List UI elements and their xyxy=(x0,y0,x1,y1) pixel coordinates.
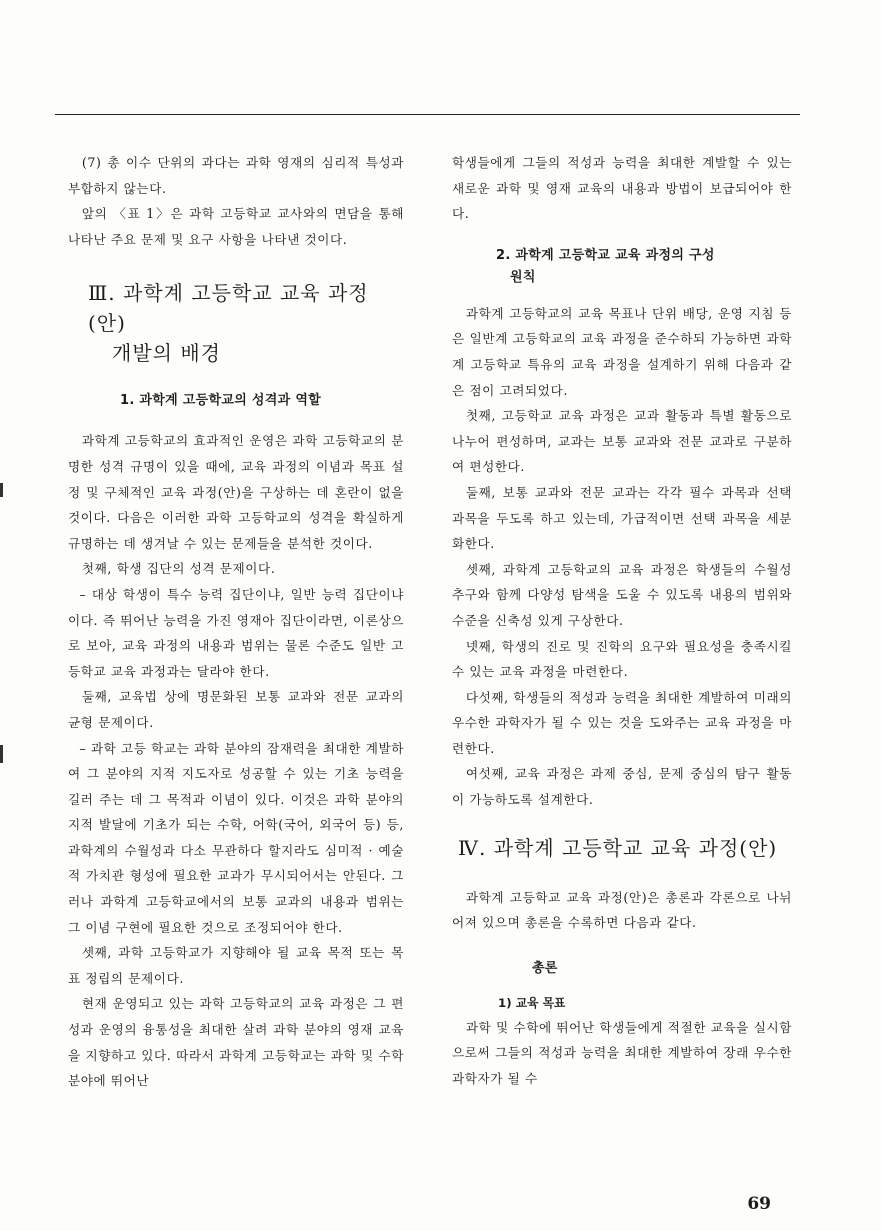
paragraph: 첫째, 학생 집단의 성격 문제이다. xyxy=(81,561,276,577)
paragraph: 과학계 고등학교의 교육 목표나 단위 배당, 운영 지침 등은 일반계 고등학교의 교육 과정을 준수하되 가능하면 과학계 고등학교 특유의 교육 과정을 설계하기 위해 다음과 같은 점이 고려되었다. xyxy=(452,305,792,398)
paragraph: – 대상 학생이 특수 능력 집단이냐, 일반 능력 집단이냐이다. 즉 뛰어난 능력을 가진 영재아 집단이라면, 이론상으로 보아, 교육 과정의 내용과 범위는 물론 수준도 일반 고등학교 교육 과정과는 달라야 한다. xyxy=(68,586,404,679)
paragraph: 앞의 〈표 1〉은 과학 고등학교 교사와의 면담을 통해 나타난 주요 문제 및 요구 사항을 나타낸 것이다. xyxy=(68,206,404,247)
goal-heading: 1) 교육 목표 xyxy=(498,995,566,1010)
paragraph: 셋째, 과학계 고등학교의 교육 과정은 학생들의 수월성 추구와 함께 다양성 탐색을 도울 수 있도록 내용의 범위와 수준을 신축성 있게 구상한다. xyxy=(452,561,792,628)
section-title: Ⅳ. 과학계 고등학교 교육 과정(안) xyxy=(458,835,778,860)
margin-mark-top xyxy=(0,483,3,497)
section-title-line1: Ⅲ. 과학계 고등학교 교육 과정(안) xyxy=(88,281,369,336)
paragraph: 여섯째, 교육 과정은 과제 중심, 문제 중심의 탐구 활동이 가능하도록 설계한다. xyxy=(452,766,792,808)
paragraph: 셋째, 과학 고등학교가 지향해야 될 교육 목적 또는 목표 정립의 문제이다. xyxy=(68,945,404,986)
header-rule xyxy=(55,114,800,115)
section-title-line2: 개발의 배경 xyxy=(112,341,221,366)
paragraph: 넷째, 학생의 진로 및 진학의 요구와 필요성을 충족시킬 수 있는 교육 과정을 마련한다. xyxy=(452,638,792,680)
paragraph: 학생들에게 그들의 적성과 능력을 최대한 계발할 수 있는 새로운 과학 및 영재 교육의 내용과 방법이 보급되어야 한다. xyxy=(452,155,792,222)
paragraph: 둘째, 교육법 상에 명문화된 보통 교과와 전문 교과의 균형 문제이다. xyxy=(68,689,404,730)
paragraph: (7) 총 이수 단위의 과다는 과학 영재의 심리적 특성과 부합하지 않는다. xyxy=(68,155,404,196)
paragraph: 과학계 고등학교의 효과적인 운영은 과학 고등학교의 분명한 성격 규명이 있을 때에, 교육 과정의 이념과 목표 설정 및 구체적인 교육 과정(안)을 구상하는 데 혼란이 없을 것이다. 다음은 이러한 과학 고등학교의 성격을 확실하게 규명하는 데 생겨날 수 있는 문제들을 분석한 것이다. xyxy=(68,433,404,551)
margin-mark-bottom xyxy=(0,745,3,763)
right-column xyxy=(452,150,792,1092)
subsection-title: 1. 과학계 고등학교의 성격과 역할 xyxy=(120,393,322,409)
paragraph: 과학계 고등학교 교육 과정(안)은 총론과 각론으로 나뉘어져 있으며 총론을 수록하면 다음과 같다. xyxy=(452,889,792,931)
paragraph: – 과학 고등 학교는 과학 분야의 잠재력을 최대한 계발하여 그 분야의 지적 지도자로 성공할 수 있는 기초 능력을 길러 주는 데 그 목적과 이념이 있다. 이것은 과학 분야의 지적 발달에 기초가 되는 수학, 어학(국어, 외국어 등) 등, 과학계의 수월성과 다소 무관하다 할지라도 심미적 · 예술적 가치관 형성에 필요한 교과가 무시되어서는 안된다. 그러나 과학계 고등학교에서의 보통 교과의 내용과 범위는 그 이념 구현에 필요한 것으로 조정되어야 한다. xyxy=(68,740,404,935)
section-heading-3 xyxy=(88,278,404,368)
paragraph: 과학 및 수학에 뛰어난 학생들에게 적절한 교육을 실시함으로써 그들의 적성과 능력을 최대한 계발하여 장래 우수한 과학자가 될 수 xyxy=(452,1019,792,1087)
paragraph: 첫째, 고등학교 교육 과정은 교과 활동과 특별 활동으로 나누어 편성하며, 교과는 보통 교과와 전문 교과로 구분하여 편성한다. xyxy=(452,408,792,475)
subsection-title-line1: 2. 과학계 고등학교 교육 과정의 구성 xyxy=(496,247,715,263)
chongron-heading: 총론 xyxy=(532,960,558,976)
page-number: 69 xyxy=(747,1194,771,1214)
left-column xyxy=(68,150,404,1094)
paragraph: 현재 운영되고 있는 과학 고등학교의 교육 과정은 그 편성과 운영의 융통성을 최대한 살려 과학 분야의 영재 교육을 지향하고 있다. 따라서 과학계 고등학교는 과학 및 수학 분야에 뛰어난 xyxy=(68,996,404,1089)
subsection-title-line2: 원칙 xyxy=(510,269,536,285)
paragraph: 둘째, 보통 교과와 전문 교과는 각각 필수 과목과 선택 과목을 두도록 하고 있는데, 가급적이면 선택 과목을 세분화한다. xyxy=(452,484,792,552)
paragraph: 다섯째, 학생들의 적성과 능력을 최대한 계발하여 미래의 우수한 과학자가 될 수 있는 것을 도와주는 교육 과정을 마련한다. xyxy=(452,689,792,756)
